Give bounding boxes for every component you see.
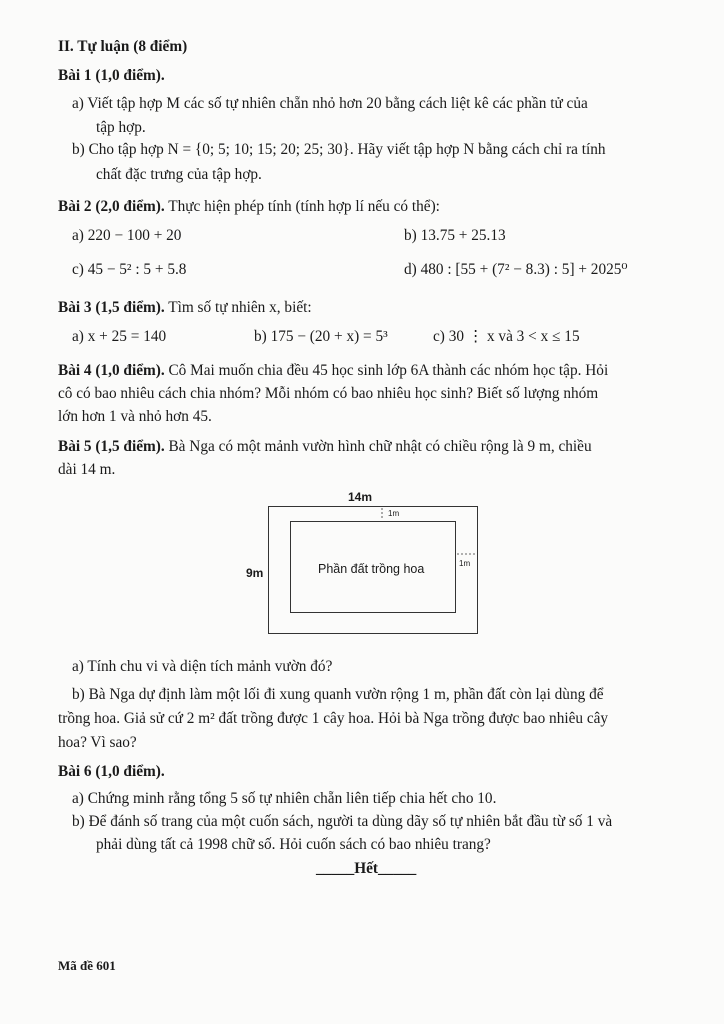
q1-a-line2: tập hợp. — [96, 119, 146, 136]
q2-b: b) 13.75 + 25.13 — [404, 227, 506, 244]
q5-a: a) Tính chu vi và diện tích mảnh vườn đó? — [72, 658, 333, 675]
q6-title: Bài 6 (1,0 điểm). — [58, 763, 165, 780]
q5-line2: dài 14 m. — [58, 461, 116, 478]
flower-bed-label: Phần đất trồng hoa — [318, 562, 425, 576]
q2-d: d) 480 : [55 + (7² − 8.3) : 5] + 2025⁰ — [404, 261, 628, 278]
q3-text: Tìm số tự nhiên x, biết: — [168, 299, 312, 316]
q6-b-line2: phải dùng tất cả 1998 chữ số. Hỏi cuốn sách có bao nhiêu trang? — [96, 836, 491, 853]
q5-text: Bà Nga có một mảnh vườn hình chữ nhật có chiều rộng là 9 m, chiều — [168, 438, 592, 455]
q2-c: c) 45 − 5² : 5 + 5.8 — [72, 261, 187, 278]
q5-b-line2: trồng hoa. Giả sử cứ 2 m² đất trồng được 1 cây hoa. Hỏi bà Nga trồng được bao nhiêu cây — [58, 710, 609, 727]
q6-b-line1: b) Để đánh số trang của một cuốn sách, người ta dùng dãy số tự nhiên bắt đầu từ số 1 và — [72, 813, 613, 830]
q3-a: a) x + 25 = 140 — [72, 328, 167, 345]
q2-a: a) 220 − 100 + 20 — [72, 227, 182, 244]
end-text: _____Hết_____ — [316, 860, 417, 877]
gap-right-label: 1m — [459, 559, 471, 568]
exam-code: Mã đề 601 — [58, 958, 116, 973]
q3-b: b) 175 − (20 + x) = 5³ — [254, 328, 388, 345]
section-title: II. Tự luận (8 điểm) — [58, 38, 188, 55]
q4-title: Bài 4 (1,0 điểm). — [58, 362, 165, 379]
q6-a: a) Chứng minh rằng tổng 5 số tự nhiên chẵn liên tiếp chia hết cho 10. — [72, 790, 497, 807]
q2-heading — [58, 196, 440, 218]
q4-text: Cô Mai muốn chia đều 45 học sinh lớp 6A thành các nhóm học tập. Hỏi — [168, 362, 609, 379]
q3-title: Bài 3 (1,5 điểm). — [58, 299, 165, 316]
q1-b-line2: chất đặc trưng của tập hợp. — [96, 166, 262, 183]
q4-line1 — [58, 360, 608, 382]
q4-line2: cô có bao nhiêu cách chia nhóm? Mỗi nhóm có bao nhiêu học sinh? Biết số lượng nhóm — [58, 385, 599, 402]
q2-title: Bài 2 (2,0 điểm). — [58, 198, 165, 215]
q1-a-line1: a) Viết tập hợp M các số tự nhiên chẵn nhỏ hơn 20 bằng cách liệt kê các phần tử của — [72, 95, 588, 112]
q1-title: Bài 1 (1,0 điểm). — [58, 67, 165, 84]
diagram-left-label: 9m — [246, 566, 264, 580]
q3-heading — [58, 297, 312, 319]
q1-b-line1: b) Cho tập hợp N = {0; 5; 10; 15; 20; 25; 30}. Hãy viết tập hợp N bằng cách chỉ ra tính — [72, 141, 606, 158]
q5-line1 — [58, 436, 592, 458]
q3-c: c) 30 ⋮ x và 3 < x ≤ 15 — [433, 328, 580, 345]
gap-top-label: 1m — [388, 509, 400, 518]
q2-text: Thực hiện phép tính (tính hợp lí nếu có thể): — [168, 198, 440, 215]
q5-b-line3: hoa? Vì sao? — [58, 734, 137, 751]
diagram-top-label: 14m — [348, 490, 373, 504]
garden-diagram — [268, 506, 478, 634]
q5-b-line1: b) Bà Nga dự định làm một lối đi xung quanh vườn rộng 1 m, phần đất còn lại dùng để — [72, 686, 604, 703]
q4-line3: lớn hơn 1 và nhỏ hơn 45. — [58, 408, 212, 425]
q5-title: Bài 5 (1,5 điểm). — [58, 438, 165, 455]
